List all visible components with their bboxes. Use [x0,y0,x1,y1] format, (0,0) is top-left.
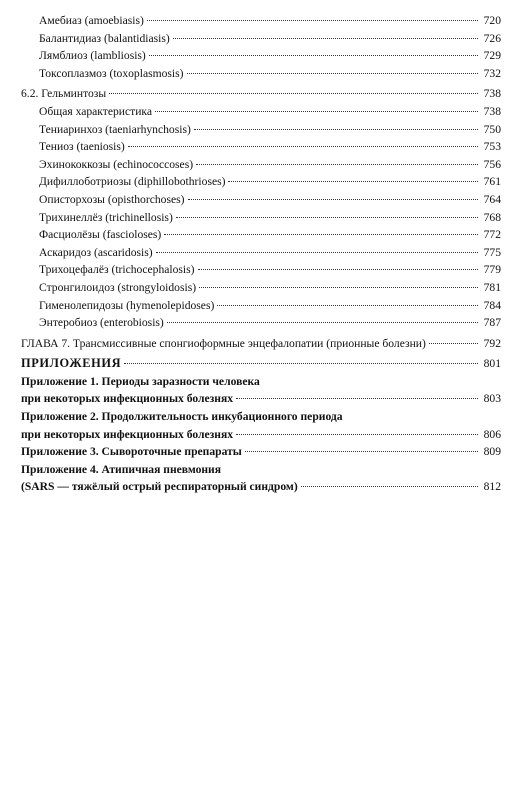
toc-entry-page: 753 [483,140,501,154]
toc-entry-title: Трихинеллёз (trichinellosis) [39,210,173,224]
table-of-contents [21,12,501,496]
dot-leader [187,72,478,74]
toc-entry-page: 726 [483,31,501,45]
toc-entry-title: Дифиллоботриозы (diphillobothrioses) [39,175,226,189]
dot-leader [236,397,478,399]
dot-leader [128,145,478,147]
dot-leader [124,362,478,364]
toc-entry-title: Токсоплазмоз (toxoplasmosis) [39,66,184,80]
toc-entry-title: при некоторых инфекционных болезнях [21,392,234,406]
toc-entry-title: Энтеробиоз (enterobiosis) [39,316,164,330]
toc-entry-title: при некоторых инфекционных болезнях [21,427,234,441]
toc-section-entry[interactable] [21,85,501,103]
dot-leader [217,304,478,306]
toc-entry-page: 768 [483,210,501,224]
dot-leader [188,198,479,200]
toc-entry[interactable] [21,314,501,332]
toc-entry-title: Амебиаз (amoebiasis) [39,14,144,27]
toc-entry[interactable] [21,226,501,244]
toc-entry-title: Стронгилоидоз (strongyloidosis) [39,280,197,294]
toc-entry[interactable] [21,47,501,65]
toc-entry[interactable] [21,209,501,227]
dot-leader [228,180,478,182]
toc-entry-page: 720 [483,14,501,27]
toc-entry-page: 764 [483,192,501,206]
toc-entry-page: 756 [483,157,501,171]
toc-appendix-entry[interactable] [21,408,501,426]
dot-leader [156,251,478,253]
toc-entry-title: Балантидиаз (balantidiasis) [39,31,170,45]
dot-leader [196,163,478,165]
toc-entry[interactable] [21,279,501,297]
toc-entry-title: ГЛАВА 7. Трансмиссивные спонгиоформные энцефалопатии (прионные болезни) [21,336,426,350]
toc-entry-page: 787 [483,316,501,330]
toc-entry-page: 750 [483,122,501,136]
toc-entry[interactable] [21,103,501,121]
toc-entry-page: 801 [483,357,501,371]
dot-leader [199,286,478,288]
toc-chapter-entry[interactable] [21,335,501,353]
toc-entry-title: Лямблиоз (lambliosis) [39,49,146,63]
dot-leader [301,485,478,487]
toc-entry-title: Эхинококкозы (echinococcoses) [39,157,194,171]
toc-entry-page: 809 [483,445,501,459]
toc-entry[interactable] [21,297,501,315]
dot-leader [149,54,478,56]
toc-entry-page: 803 [483,392,501,406]
toc-entry-page: 806 [483,427,501,441]
toc-entry-title: Приложение 1. Периоды заразности человека [21,374,260,388]
toc-entry-page: 781 [483,280,501,294]
dot-leader [429,342,478,344]
dot-leader [198,268,478,270]
toc-entry-page: 812 [483,480,501,494]
toc-entry-title: ПРИЛОЖЕНИЯ [21,356,122,371]
toc-entry-title: Гименолепидозы (hymenolepidoses) [39,298,215,312]
toc-entry-title: Трихоцефалёз (trichocephalosis) [39,263,195,277]
dot-leader [176,216,478,218]
toc-entry-page: 732 [483,66,501,80]
toc-appendix-entry-continuation[interactable] [21,426,501,444]
toc-appendix-entry[interactable] [21,373,501,391]
toc-entry-page: 775 [483,245,501,259]
toc-entry[interactable] [21,244,501,262]
toc-entry-title: Фасциолёзы (fascioloses) [39,228,162,242]
dot-leader [194,128,478,130]
toc-appendix-entry[interactable] [21,443,501,461]
toc-entry-title: Аскаридоз (ascaridosis) [39,245,153,259]
toc-entry-page: 772 [483,228,501,242]
toc-entry[interactable] [21,138,501,156]
toc-entry[interactable] [21,121,501,139]
toc-entry[interactable] [21,261,501,279]
toc-entry[interactable] [21,12,501,30]
toc-entry[interactable] [21,191,501,209]
dot-leader [147,19,478,21]
dot-leader [164,233,478,235]
toc-entry-title: Тениоз (taeniosis) [39,140,125,154]
toc-entry-page: 738 [483,104,501,118]
dot-leader [173,37,478,39]
toc-entry[interactable] [21,30,501,48]
toc-entry-page: 792 [483,336,501,350]
toc-appendix-entry-continuation[interactable] [21,478,501,496]
dot-leader [245,450,478,452]
toc-entry-title: Описторхозы (opisthorchoses) [39,192,185,206]
toc-appendix-entry[interactable] [21,461,501,479]
toc-entry-title: Приложение 3. Сывороточные препараты [21,445,242,459]
toc-entry-title: Приложение 4. Атипичная пневмония [21,462,222,476]
toc-appendix-entry-continuation[interactable] [21,390,501,408]
toc-entry-page: 729 [483,49,501,63]
toc-entry-title: Приложение 2. Продолжительность инкубационного периода [21,410,343,424]
toc-entry-title: (SARS — тяжёлый острый респираторный синдром) [21,480,298,494]
toc-entry-title: Тениаринхоз (taeniarhynchosis) [39,122,191,136]
toc-entry[interactable] [21,156,501,174]
dot-leader [109,92,478,94]
toc-entry-page: 738 [483,87,501,101]
toc-entry-page: 761 [483,175,501,189]
toc-entry-title: 6.2. Гельминтозы [21,87,107,101]
toc-entry-page: 784 [483,298,501,312]
dot-leader [167,321,478,323]
toc-appendix-heading[interactable] [21,355,501,373]
toc-entry[interactable] [21,173,501,191]
toc-entry-title: Общая характеристика [39,104,153,118]
dot-leader [155,110,478,112]
dot-leader [236,433,478,435]
toc-entry-page: 779 [483,263,501,277]
toc-entry[interactable] [21,65,501,83]
